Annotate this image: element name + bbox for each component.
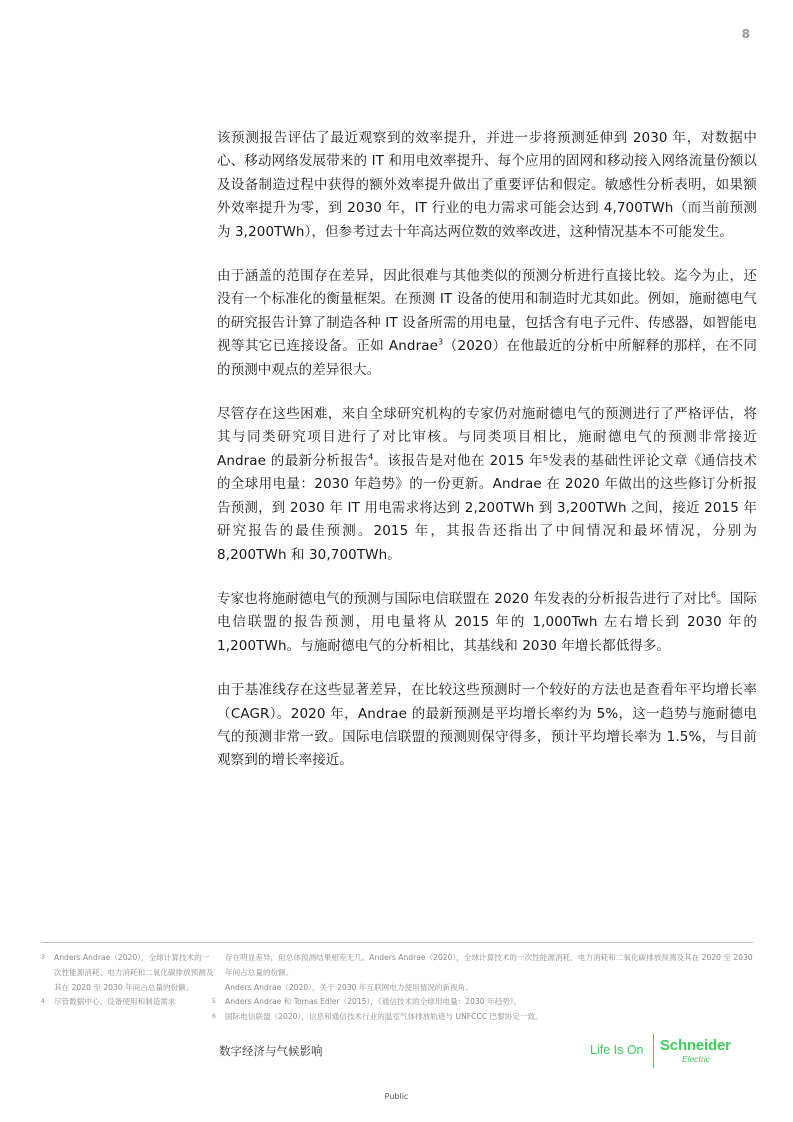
footnote-ref-3: 3 (438, 337, 444, 347)
brand-name: Schneider (660, 1037, 731, 1054)
footnote-item: 5 Anders Andrae 和 Tomas Edler（2015），《通信技术的全球用电量：2030 年趋势》。 (212, 997, 522, 1007)
paragraph-1: 该预测报告评估了最近观察到的效率提升，并进一步将预测延伸到 2030 年，对数据中心、移动网络发展带来的 IT 和用电效率提升、每个应用的固网和移动接入网络流量份额以及设备制造过程中获得的额外效率提升做出了重要评估和假定。敏感性分析表明，如果额外效率提升为零，到 2030 年，IT 行业的电力需求可能会达到 4,700TWh（而当前预测为 3,200TWh），但参考过去十年高达两位数的效率改进，这种情况基本不可能发生。 (217, 130, 757, 240)
paragraph-2: 由于涵盖的范围存在差异，因此很难与其他类似的预测分析进行直接比较。迄今为止，还没有一个标准化的衡量框架。在预测 IT 设备的使用和制造时尤其如此。例如，施耐德电气的研究报告计算了制造各种 IT 设备所需的用电量，包括含有电子元件、传感器，如智能电视等其它已连接设备。正如 Andrae$^3$（2020）在他最近的分析中所解释的那样，在不同的预测中观点的差异很大。 (217, 268, 757, 378)
footnote-item: 4 尽管数据中心、设备使用和制造需求 (41, 997, 176, 1007)
footnote-divider (41, 942, 753, 943)
schneider-electric-logo (660, 1038, 731, 1064)
life-is-on-tagline: Life Is On (590, 1043, 644, 1057)
footnotes-left-column (41, 951, 216, 1010)
brand-divider (653, 1034, 654, 1068)
paragraph-4: 专家也将施耐德电气的预测与国际电信联盟在 2020 年发表的分析报告进行了对比$^6$。国际电信联盟的报告预测，用电量将从 2015 年的 1,000Twh 左右增长到 2030 年的 1,200TWh。与施耐德电气的分析相比，其基线和 2030 年增长都低得多。 (217, 590, 757, 654)
footnote-item: 3 Anders Andrae（2020），全球计算技术的一次性能源消耗、电力消耗和二氧化碳排放预测及其在 2020 至 2030 年间占总量的份额。 (41, 953, 214, 992)
footnote-ref-6: 6 (710, 590, 717, 600)
paragraph-5: 由于基准线存在这些显著差异，在比较这些预测时一个较好的方法也是查看年平均增长率（CAGR）。2020 年，Andrae 的最新预测是平均增长率约为 5%，这一趋势与施耐德电气的预测非常一致。国际电信联盟的预测则保守得多，预计平均增长率为 1.5%，与目前观察到的增长率接近。 (217, 682, 757, 769)
footnote-item: 存在明显差异，但总体预测结果相差无几。Anders Andrae（2020），全球计算技术的一次性能源消耗、电力消耗和二氧化碳排放预测及其在 2020 至 2030 年间占总量的份额。 (225, 953, 753, 977)
footnotes-right-column (212, 951, 757, 1025)
footnote-ref-4: 4 (368, 452, 374, 462)
footer-document-title: 数字经济与气候影响 (219, 1044, 323, 1058)
classification-label: Public (384, 1092, 409, 1101)
body-text (217, 127, 757, 794)
page-number: 8 (741, 27, 750, 41)
brand-sub: Electric (682, 1054, 710, 1064)
footnote-item: Anders Andrae（2020），关于 2030 年互联网电力使用情况的新视角。 (225, 982, 473, 992)
footnote-item: 6 国际电信联盟（2020），信息和通信技术行业的温室气体排放轨迹与 UNFCCC 巴黎协定一致。 (212, 1012, 543, 1022)
paragraph-3: 尽管存在这些困难，来自全球研究机构的专家仍对施耐德电气的预测进行了严格评估，将其与同类研究项目进行了对比审核。与同类项目相比，施耐德电气的预测非常接近 Andrae 的最新分析报告$^4$。该报告是对他在 2015 年⁵发表的基础性评论文章《通信技术的全球用电量：2030 年趋势》的一份更新。Andrae 在 2020 年做出的这些修订分析报告预测，到 2030 年 IT 用电需求将达到 2,200TWh 到 3,200TWh 之间，接近 2015 年研究报告的最佳预测。2015 年，其报告还指出了中间情况和最坏情况，分别为 8,200TWh 和 30,700TWh。 (217, 406, 757, 563)
